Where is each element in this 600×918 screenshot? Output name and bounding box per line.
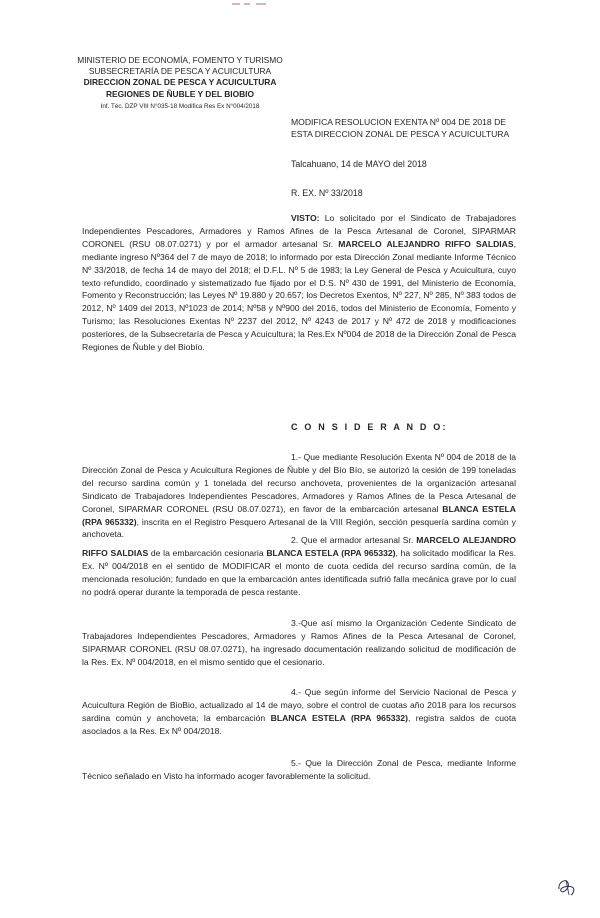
subsecretaria-line: SUBSECRETARÍA DE PESCA Y ACUICULTURA <box>88 66 272 77</box>
considerando-2: 2. Que el armador artesanal Sr. MARCELO ALEJANDRO RIFFO SALDIAS de la embarcación cesionaria BLANCA ESTELA (RPA 965332), ha solicitado modificar la Res. Ex. Nº 004/2018 en el sentido de MODIFICAR el monto de cuota cedida del recurso sardina común, de la mencionada resolución; fundado en que la embarcación antes identificada sufrió falla mecánica grave por lo cual no podrá operar durante la temporada de pesca restante. <box>82 535 517 597</box>
considerando-5: 5.- Que la Dirección Zonal de Pesca, mediante Informe Técnico señalado en Visto ha informado acoger favorablemente la solicitud. <box>82 758 516 781</box>
direccion-zonal-line: DIRECCION ZONAL DE PESCA Y ACUICULTURA <box>83 77 277 88</box>
armador-name: MARCELO ALEJANDRO RIFFO SALDIAS <box>338 238 514 249</box>
considerando-4: 4.- Que según informe del Servicio Nacional de Pesca y Acuicultura Región de BioBio, actualizado al 14 de mayo, sobre el control de cuotas año 2018 para los recursos sardina común y anchoveta; la embarcación BLANCA ESTELA (RPA 965332), registra saldos de cuota asociados a la Res. Ex Nº 004/2018. <box>82 687 516 736</box>
regiones-line: REGIONES DE ÑUBLE Y DEL BIOBIO <box>106 88 254 99</box>
letterhead <box>74 55 286 112</box>
considerando-3: 3.-Que así mismo la Organización Cedente Sindicato de Trabajadores Independientes Pescadores, Armadores y Ramos Afines de la Pesca Artesanal de Coronel, SIPARMAR CORONEL (RSU 08.07.0271), ha ingresado documentación realizando solicitud de modificación de la Res. Ex. Nº 004/2018, en el mismo sentido que el cesionario. <box>82 618 516 667</box>
resolution-date: Talcahuano, 14 de MAYO del 2018 <box>291 159 427 169</box>
scan-mark <box>232 2 268 6</box>
reference-line: Inf. Téc. DZP VIII N°035-18 Modifica Res Ex N°004/2018 <box>100 102 260 110</box>
visto-label: VISTO: <box>291 213 320 223</box>
resolution-title: MODIFICA RESOLUCION EXENTA Nº 004 DE 2018 DE ESTA DIRECCION ZONAL DE PESCA Y ACUICULTURA <box>291 117 510 139</box>
considerando-heading: C O N S I D E R A N D O: <box>291 422 448 432</box>
ministry-line: MINISTERIO DE ECONOMÍA, FOMENTO Y TURISMO <box>77 55 283 65</box>
resolution-number: R. EX. Nº 33/2018 <box>291 188 363 198</box>
initials-signature <box>554 874 578 898</box>
considerando-1: 1.- Que mediante Resolución Exenta Nº 004 de 2018 de la Dirección Zonal de Pesca y Acuicultura Regiones de Ñuble y del Bío Bío, se autorizó la cesión de 199 toneladas del recurso sardina común y 1 tonelada del recurso anchoveta, provenientes de la organización artesanal Sindicato de Trabajadores Independientes Pescadores, Armadores y Ramos Afines de la Pesca Artesanal de Coronel, SIPARMAR CORONEL (RSU 08.07.0271), en favor de la embarcación artesanal BLANCA ESTELA (RPA 965332), inscrita en el Registro Pesquero Artesanal de la VIII Región, sección pesquería sardina común y anchoveta. <box>82 452 517 540</box>
visto-paragraph: VISTO: Lo solicitado por el Sindicato de Trabajadores Independientes Pescadores, Armadores y Ramos Afines de la Pesca Artesanal de Coronel, SIPARMAR CORONEL (RSU 08.07.0271) y por el armador artesanal Sr. MARCELO ALEJANDRO RIFFO SALDIAS, mediante ingreso Nº364 del 7 de mayo de 2018; lo informado por esta Dirección Zonal mediante Informe Técnico Nº 33/2018, de fecha 14 de mayo del 2018; el D.F.L. Nº 5 de 1983; la Ley General de Pesca y Acuicultura, cuyo texto refundido, coordinado y sistematizado fue fijado por el D.S. Nº 430 de 1991, del Ministerio de Economía, Fomento y Reconstrucción; las Leyes Nº 19.880 y 20.657; los Decretos Exentos, Nº 227, Nº 285, Nº 383 todos de 2012, Nº 1409 del 2013, Nº1023 de 2014; Nº58 y Nº900 del 2016, todos del Ministerio de Economía, Fomento y Turismo; las Resoluciones Exentas Nº 2237 del 2012, Nº 4243 de 2017 y Nº 472 de 2018 y modificaciones posteriores, de la Subsecretaría de Pesca y Acuicultura; la Res.Ex Nº004 de 2018 de la Dirección Zonal de Pesca Regiones de Ñuble y del Biobío. <box>82 213 517 353</box>
